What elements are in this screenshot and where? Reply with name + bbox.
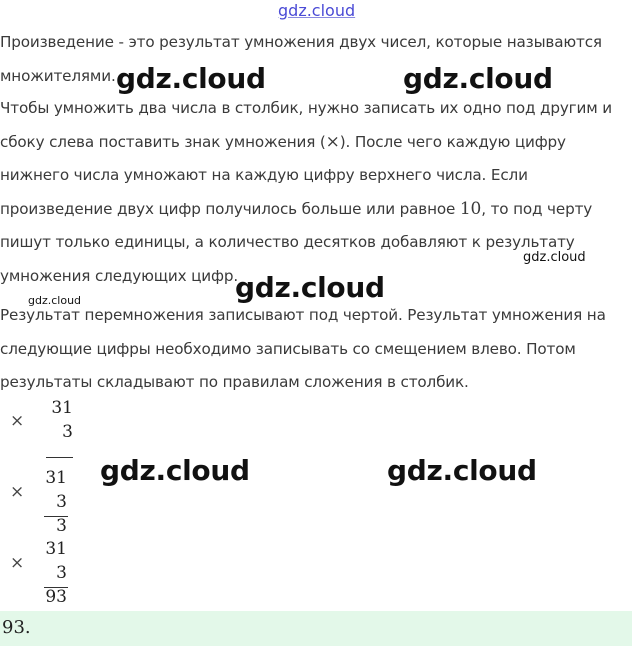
watermark-3: gdz.cloud	[235, 271, 385, 304]
paragraph-method-part1: Чтобы умножить два числа в столбик, нужно записать их одно под другим и сбоку слева поставить знак умножения (	[0, 99, 612, 151]
multiply-symbol: ×	[325, 131, 340, 152]
paragraph-method-part2: ). После чего каждую цифру нижнего числа умножают на каждую цифру верхнего числа. Если произведение двух цифр получилось больше или равное	[0, 132, 566, 218]
answer-box	[0, 611, 632, 646]
step2-bottom-number: 3	[56, 492, 67, 512]
watermark-top: gdz.cloud	[278, 1, 356, 20]
step3-bottom-number: 3	[56, 563, 67, 583]
answer-value: 93.	[2, 617, 31, 638]
watermark-4: gdz.cloud	[100, 454, 250, 487]
step2-top-number: 31	[45, 468, 67, 488]
paragraph-method-part3: , то под черту пишут только единицы, а количество десятков добавляют к результату умножения следующих цифр.	[0, 199, 593, 285]
watermark-small-2: gdz.cloud	[28, 294, 82, 307]
step3-top-number: 31	[45, 539, 67, 559]
number-ten: 10	[459, 198, 482, 219]
watermark-5: gdz.cloud	[387, 454, 537, 487]
step1-bottom-number: 3	[62, 422, 73, 442]
multiply-sign-step3: ×	[10, 553, 25, 573]
paragraph-definition: Произведение - это результат умножения двух чисел, которые называются множителями.	[0, 33, 602, 85]
watermark-small-1: gdz.cloud	[523, 250, 586, 265]
paragraph-result: Результат перемножения записывают под чертой. Результат умножения на следующие цифры необходимо записывать со смещением влево. Потом результаты складывают по правилам сложения в столбик.	[0, 306, 606, 391]
step1-line	[46, 457, 73, 458]
multiply-sign-step2: ×	[10, 482, 25, 502]
watermark-1: gdz.cloud	[116, 62, 266, 95]
multiply-sign-step1: ×	[10, 411, 25, 431]
step2-result: 3	[56, 516, 67, 536]
step1-top-number: 31	[51, 398, 73, 418]
watermark-2: gdz.cloud	[403, 62, 553, 95]
step3-result: 93	[45, 587, 67, 607]
